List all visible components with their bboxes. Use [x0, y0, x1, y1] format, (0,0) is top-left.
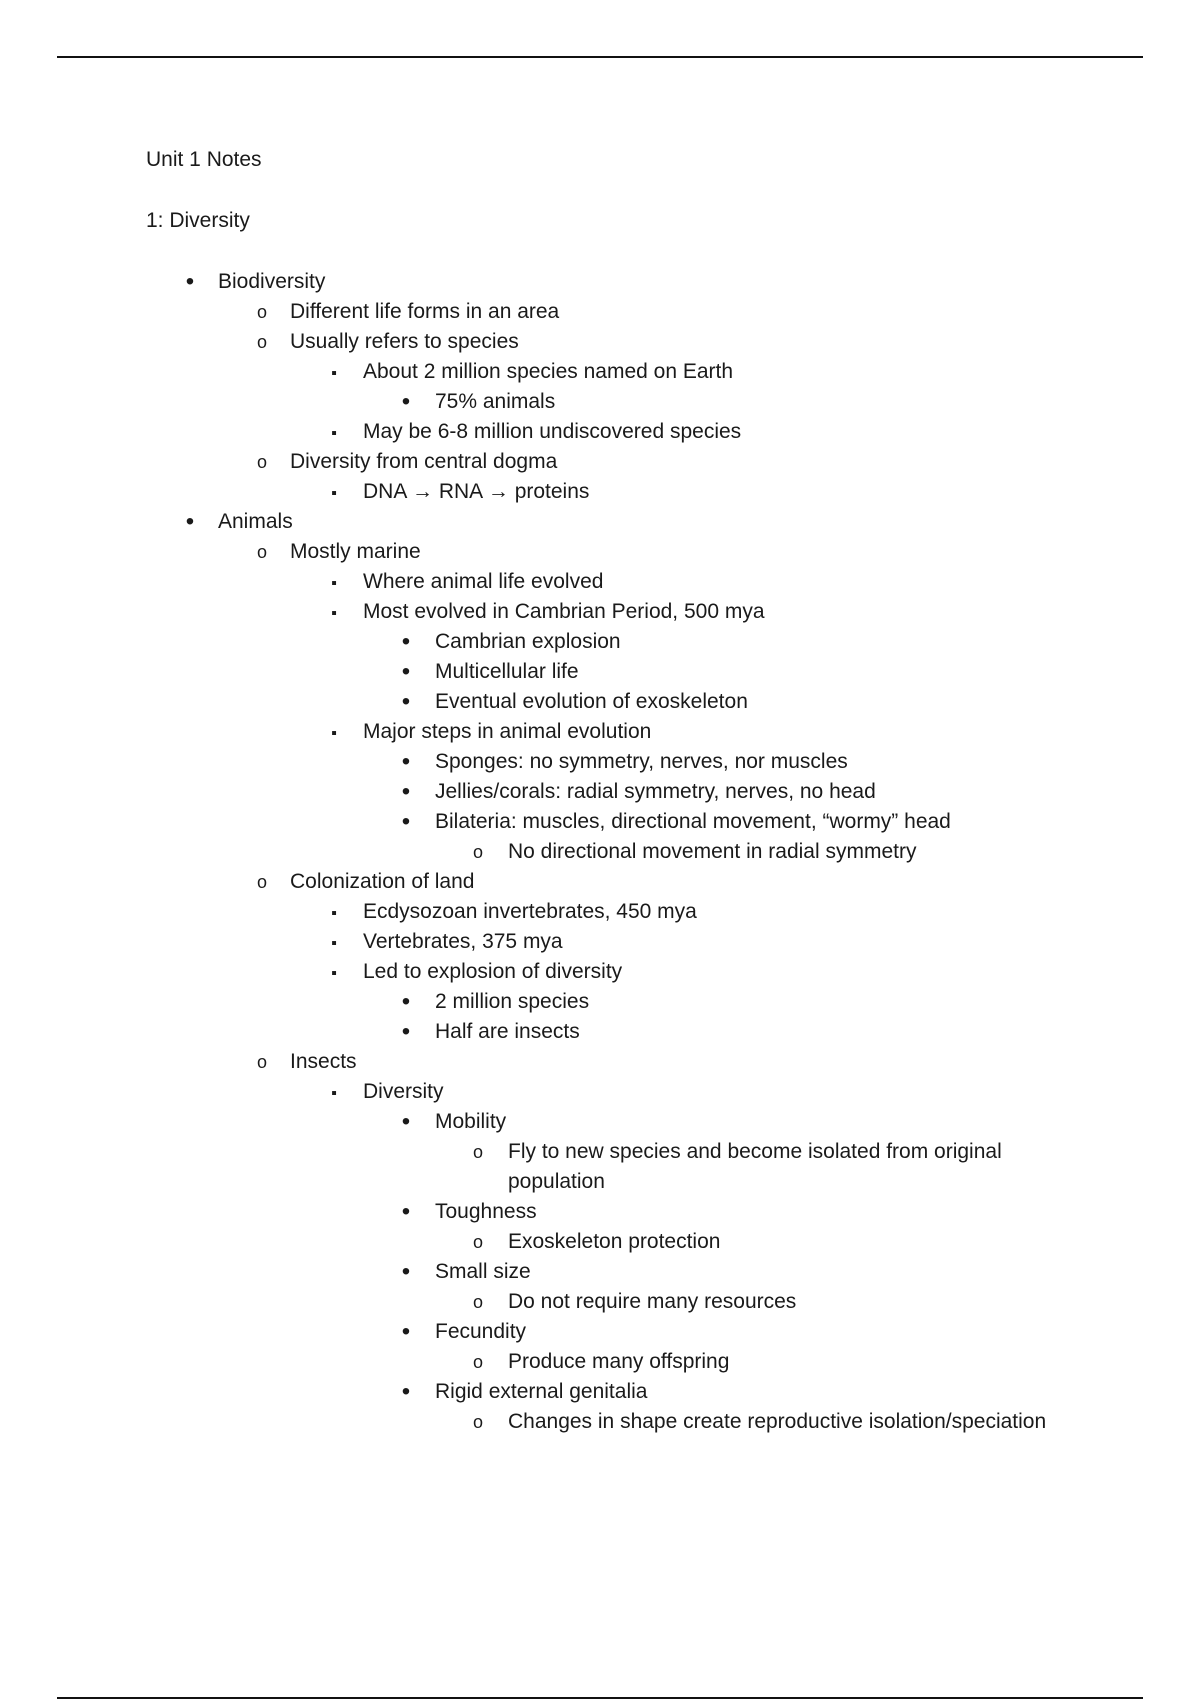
- notes-outline: [0, 267, 1200, 1437]
- outline-item-text: May be 6-8 million undiscovered species: [363, 420, 742, 443]
- outline-item-text: Ecdysozoan invertebrates, 450 mya: [363, 900, 697, 923]
- outline-item-level-5: [0, 1227, 1200, 1257]
- outline-item-text: Biodiversity: [218, 270, 326, 293]
- outline-item-level-3: [0, 957, 1200, 987]
- disc-bullet-icon: [396, 387, 416, 418]
- outline-item-level-4: [0, 657, 1200, 687]
- outline-item-level-3: [0, 567, 1200, 597]
- outline-item-text: Eventual evolution of exoskeleton: [435, 690, 748, 713]
- outline-item-text: About 2 million species named on Earth: [363, 360, 734, 383]
- circle-bullet-icon: [252, 537, 272, 567]
- square-bullet-icon: [324, 357, 344, 389]
- outline-item-text: Different life forms in an area: [290, 300, 560, 323]
- square-bullet-icon: [324, 927, 344, 959]
- outline-item-level-3: [0, 597, 1200, 627]
- outline-item-level-5: [0, 1137, 1200, 1197]
- outline-item-level-5: [0, 1407, 1200, 1437]
- disc-bullet-icon: [396, 1317, 416, 1348]
- outline-item-level-4: [0, 987, 1200, 1017]
- circle-bullet-icon: [252, 1047, 272, 1077]
- square-bullet-icon: [324, 417, 344, 449]
- disc-bullet-icon: [396, 807, 416, 838]
- square-bullet-icon: [324, 897, 344, 929]
- outline-item-text: Where animal life evolved: [363, 570, 604, 593]
- square-bullet-icon: [324, 597, 344, 629]
- disc-bullet-icon: [396, 747, 416, 778]
- disc-bullet-icon: [396, 1107, 416, 1138]
- outline-item-text: Half are insects: [435, 1020, 580, 1043]
- section-title: 1: Diversity: [146, 209, 250, 232]
- outline-item-text: Toughness: [435, 1200, 537, 1223]
- outline-item-text: Major steps in animal evolution: [363, 720, 652, 743]
- outline-item-text: Mobility: [435, 1110, 507, 1133]
- disc-bullet-icon: [180, 267, 200, 298]
- outline-item-level-2: [0, 1047, 1200, 1077]
- circle-bullet-icon: [468, 1227, 488, 1257]
- disc-bullet-icon: [180, 507, 200, 538]
- header-rule: [57, 56, 1143, 58]
- document-title: Unit 1 Notes: [146, 148, 262, 171]
- outline-item-text: Exoskeleton protection: [508, 1230, 721, 1253]
- outline-item-text: Fly to new species and become isolated from original population: [508, 1140, 1002, 1193]
- outline-item-level-3: [0, 417, 1200, 447]
- outline-item-text: DNA → RNA → proteins: [363, 480, 590, 503]
- square-bullet-icon: [324, 477, 344, 509]
- outline-item-level-4: [0, 1317, 1200, 1347]
- outline-item-level-4: [0, 387, 1200, 417]
- outline-item-level-4: [0, 807, 1200, 837]
- outline-item-level-4: [0, 627, 1200, 657]
- circle-bullet-icon: [252, 327, 272, 357]
- outline-item-level-4: [0, 1377, 1200, 1407]
- circle-bullet-icon: [468, 1137, 488, 1167]
- outline-item-level-1: [0, 267, 1200, 297]
- circle-bullet-icon: [252, 867, 272, 897]
- square-bullet-icon: [324, 957, 344, 989]
- circle-bullet-icon: [468, 837, 488, 867]
- circle-bullet-icon: [468, 1347, 488, 1377]
- outline-item-level-4: [0, 1107, 1200, 1137]
- outline-item-level-2: [0, 537, 1200, 567]
- outline-item-text: Insects: [290, 1050, 357, 1073]
- outline-item-level-2: [0, 297, 1200, 327]
- outline-item-text: No directional movement in radial symmetry: [508, 840, 917, 863]
- outline-item-text: Rigid external genitalia: [435, 1380, 648, 1403]
- outline-item-level-4: [0, 687, 1200, 717]
- circle-bullet-icon: [468, 1287, 488, 1317]
- outline-item-text: Animals: [218, 510, 293, 533]
- outline-item-level-4: [0, 1257, 1200, 1287]
- outline-item-level-4: [0, 1017, 1200, 1047]
- outline-item-level-3: [0, 357, 1200, 387]
- footer-rule: [57, 1697, 1143, 1699]
- outline-item-text: Led to explosion of diversity: [363, 960, 623, 983]
- circle-bullet-icon: [468, 1407, 488, 1437]
- outline-item-text: 2 million species: [435, 990, 590, 1013]
- circle-bullet-icon: [252, 447, 272, 477]
- outline-item-text: Jellies/corals: radial symmetry, nerves, no head: [435, 780, 876, 803]
- square-bullet-icon: [324, 1077, 344, 1109]
- square-bullet-icon: [324, 567, 344, 599]
- outline-item-text: Produce many offspring: [508, 1350, 730, 1373]
- outline-item-level-5: [0, 1347, 1200, 1377]
- outline-item-level-4: [0, 1197, 1200, 1227]
- outline-item-text: 75% animals: [435, 390, 556, 413]
- disc-bullet-icon: [396, 1017, 416, 1048]
- outline-item-text: Mostly marine: [290, 540, 421, 563]
- disc-bullet-icon: [396, 1197, 416, 1228]
- outline-item-level-5: [0, 1287, 1200, 1317]
- outline-item-level-3: [0, 927, 1200, 957]
- disc-bullet-icon: [396, 987, 416, 1018]
- outline-item-level-3: [0, 1077, 1200, 1107]
- outline-item-text: Usually refers to species: [290, 330, 519, 353]
- square-bullet-icon: [324, 717, 344, 749]
- disc-bullet-icon: [396, 1257, 416, 1288]
- outline-item-text: Changes in shape create reproductive isolation/speciation: [508, 1410, 1047, 1433]
- outline-item-text: Small size: [435, 1260, 531, 1283]
- outline-item-level-2: [0, 867, 1200, 897]
- outline-item-level-4: [0, 777, 1200, 807]
- outline-item-level-5: [0, 837, 1200, 867]
- outline-item-level-3: [0, 477, 1200, 507]
- disc-bullet-icon: [396, 777, 416, 808]
- outline-item-level-2: [0, 327, 1200, 357]
- outline-item-level-2: [0, 447, 1200, 477]
- outline-item-text: Vertebrates, 375 mya: [363, 930, 563, 953]
- outline-item-text: Most evolved in Cambrian Period, 500 mya: [363, 600, 765, 623]
- disc-bullet-icon: [396, 1377, 416, 1408]
- outline-item-level-3: [0, 897, 1200, 927]
- outline-item-text: Diversity: [363, 1080, 444, 1103]
- outline-item-level-1: [0, 507, 1200, 537]
- outline-item-text: Bilateria: muscles, directional movement, “wormy” head: [435, 810, 951, 833]
- outline-item-text: Fecundity: [435, 1320, 527, 1343]
- circle-bullet-icon: [252, 297, 272, 327]
- outline-item-level-3: [0, 717, 1200, 747]
- disc-bullet-icon: [396, 687, 416, 718]
- disc-bullet-icon: [396, 657, 416, 688]
- outline-item-text: Multicellular life: [435, 660, 579, 683]
- outline-item-text: Cambrian explosion: [435, 630, 621, 653]
- outline-item-text: Do not require many resources: [508, 1290, 797, 1313]
- outline-item-level-4: [0, 747, 1200, 777]
- outline-item-text: Sponges: no symmetry, nerves, nor muscles: [435, 750, 848, 773]
- disc-bullet-icon: [396, 627, 416, 658]
- outline-item-text: Colonization of land: [290, 870, 475, 893]
- outline-item-text: Diversity from central dogma: [290, 450, 558, 473]
